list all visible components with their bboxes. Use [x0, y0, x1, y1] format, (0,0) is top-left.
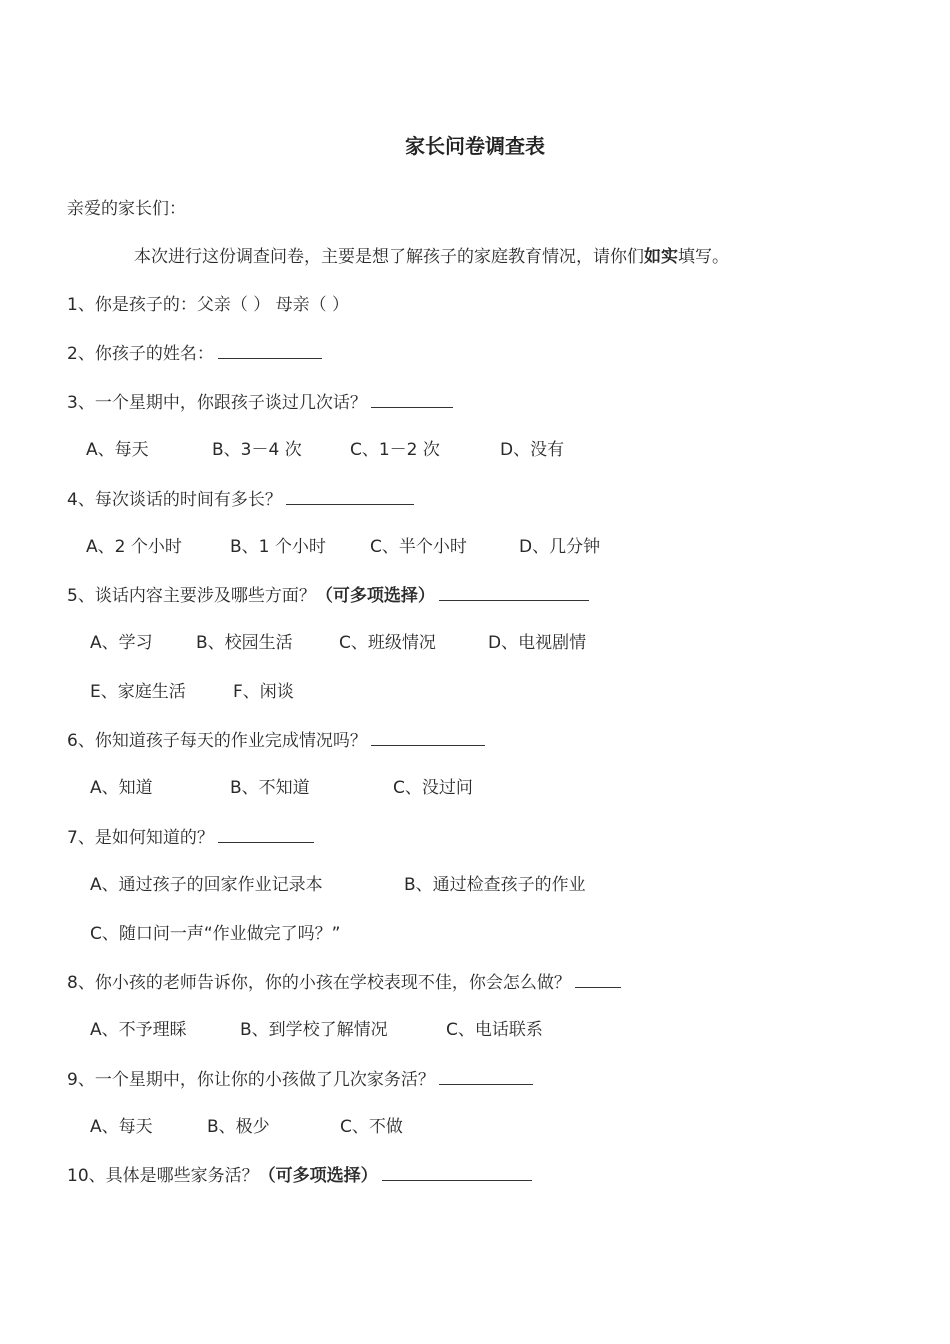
intro-text-end: 填写。 [678, 247, 729, 267]
option-b[interactable]: B、3－4 次 [212, 440, 302, 460]
option-a[interactable]: A、每天 [90, 1117, 153, 1137]
question-5 [67, 582, 589, 609]
question-note: （可多项选择） [258, 1166, 378, 1186]
question-text: 10、具体是哪些家务活？ [67, 1166, 259, 1186]
document-title: 家长问卷调查表 [405, 134, 545, 158]
question-text: 1、你是孩子的：父亲（ ） 母亲（ ） [67, 295, 350, 315]
question-text: 9、一个星期中，你让你的小孩做了几次家务活？ [67, 1070, 435, 1090]
question-text: 4、每次谈话的时间有多长？ [67, 490, 282, 510]
greeting: 亲爱的家长们： [67, 199, 186, 219]
option-a[interactable]: A、知道 [90, 778, 153, 798]
option-b[interactable]: B、到学校了解情况 [240, 1020, 388, 1040]
question-3 [67, 389, 453, 416]
option-b[interactable]: B、1 个小时 [230, 537, 326, 557]
option-c[interactable]: C、1－2 次 [350, 440, 440, 460]
question-9 [67, 1066, 533, 1093]
answer-blank[interactable] [286, 486, 414, 505]
option-c[interactable]: C、半个小时 [370, 537, 467, 557]
intro-text: 本次进行这份调查问卷，主要是想了解孩子的家庭教育情况，请你们 [134, 247, 644, 267]
answer-blank[interactable] [371, 389, 453, 408]
option-a[interactable]: A、学习 [90, 633, 153, 653]
question-6 [67, 727, 485, 754]
option-e[interactable]: E、家庭生活 [90, 682, 186, 702]
option-b[interactable]: B、极少 [207, 1117, 270, 1137]
option-c[interactable]: C、没过问 [393, 778, 473, 798]
question-text: 3、一个星期中，你跟孩子谈过几次话？ [67, 393, 367, 413]
question-4 [67, 486, 414, 513]
option-b[interactable]: B、校园生活 [196, 633, 293, 653]
option-a[interactable]: A、通过孩子的回家作业记录本 [90, 875, 323, 895]
option-c[interactable]: C、不做 [340, 1117, 403, 1137]
question-text: 8、你小孩的老师告诉你，你的小孩在学校表现不佳，你会怎么做？ [67, 973, 571, 993]
question-10 [67, 1162, 532, 1189]
answer-blank[interactable] [218, 824, 314, 843]
question-8 [67, 969, 621, 996]
question-note: （可多项选择） [315, 586, 435, 606]
question-text: 2、你孩子的姓名： [67, 344, 214, 364]
question-text: 7、是如何知道的？ [67, 828, 214, 848]
answer-blank[interactable] [575, 969, 621, 988]
option-a[interactable]: A、不予理睬 [90, 1020, 187, 1040]
option-f[interactable]: F、闲谈 [233, 682, 294, 702]
answer-blank[interactable] [371, 727, 485, 746]
option-c[interactable]: C、电话联系 [446, 1020, 543, 1040]
question-7 [67, 824, 314, 851]
option-a[interactable]: A、2 个小时 [86, 537, 182, 557]
intro-paragraph [134, 244, 729, 270]
option-b[interactable]: B、不知道 [230, 778, 310, 798]
option-c[interactable]: C、班级情况 [339, 633, 436, 653]
option-c[interactable]: C、随口问一声“作业做完了吗？” [90, 924, 341, 944]
answer-blank[interactable] [439, 1066, 533, 1085]
intro-emphasis: 如实 [644, 247, 678, 267]
answer-blank[interactable] [218, 340, 322, 359]
question-1 [67, 292, 349, 318]
question-text: 6、你知道孩子每天的作业完成情况吗？ [67, 731, 367, 751]
question-text: 5、谈话内容主要涉及哪些方面？ [67, 586, 316, 606]
option-d[interactable]: D、几分钟 [519, 537, 601, 557]
answer-blank[interactable] [382, 1162, 532, 1181]
option-a[interactable]: A、每天 [86, 440, 149, 460]
answer-blank[interactable] [439, 582, 589, 601]
option-d[interactable]: D、没有 [500, 440, 565, 460]
option-d[interactable]: D、电视剧情 [488, 633, 587, 653]
option-b[interactable]: B、通过检查孩子的作业 [404, 875, 586, 895]
question-2 [67, 340, 322, 367]
